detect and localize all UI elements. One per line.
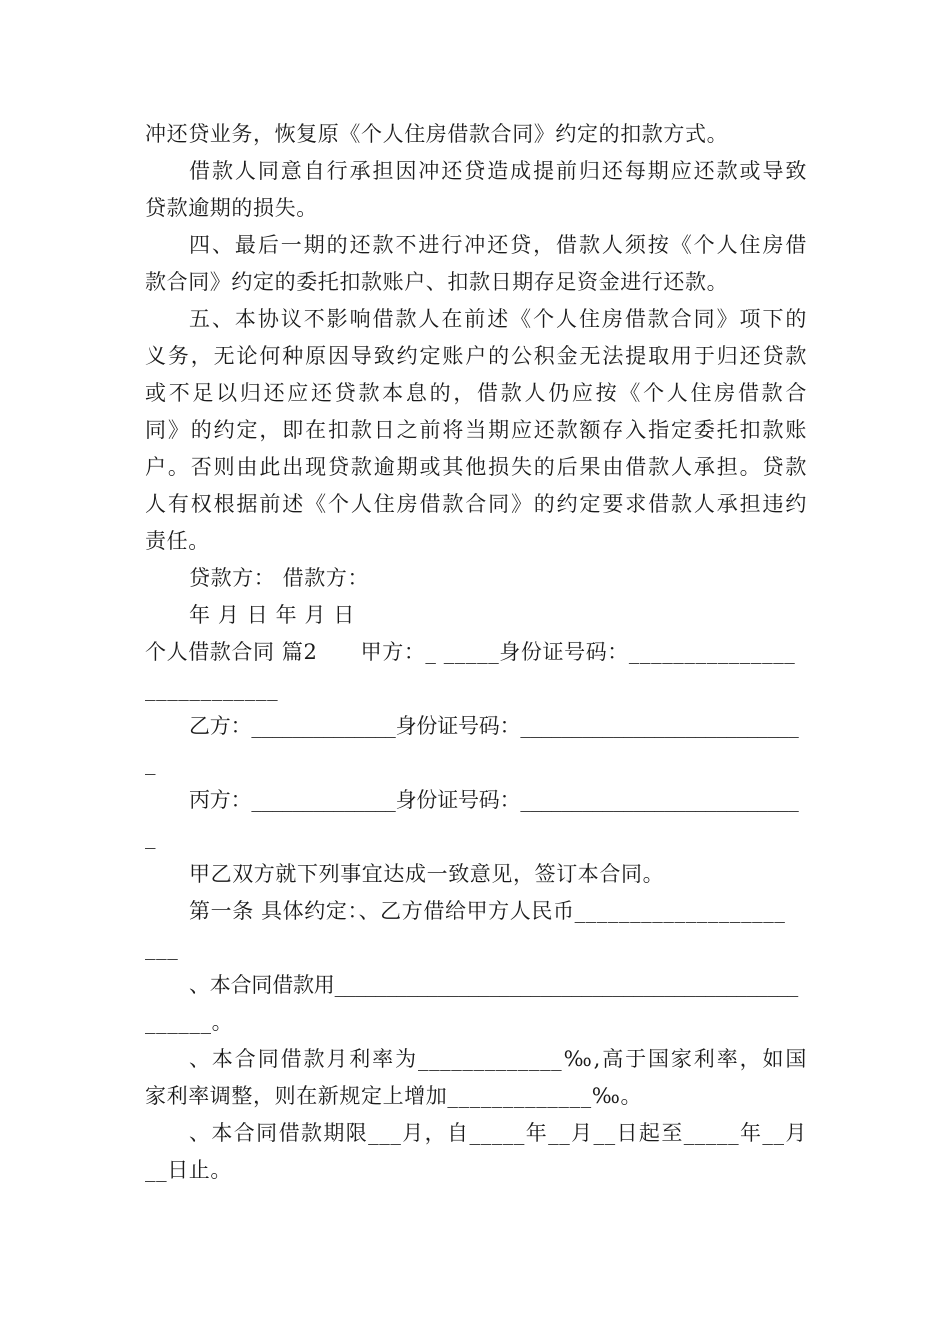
text-line: _ [145, 825, 157, 849]
text-line: 个人借款合同 篇2 甲方：_ _____身份证号码：_______________ [145, 640, 796, 664]
text-line: 义务，无论何种原因导致约定账户的公积金无法提取用于归还贷款 [145, 344, 807, 368]
text-line: 丙方：______________身份证号码：___________________________ [189, 788, 799, 812]
text-line: 借款人同意自行承担因冲还贷造成提前归还每期应还款或导致 [189, 159, 807, 183]
text-line: 甲乙双方就下列事宜达成一致意见，签订本合同。 [189, 862, 665, 886]
text-line: 乙方：______________身份证号码：___________________________ [189, 714, 799, 738]
text-line: 款合同》约定的委托扣款账户、扣款日期存足资金进行还款。 [145, 270, 729, 294]
text-line: 贷款方： 借款方： [189, 566, 370, 590]
text-line: 、本合同借款期限___月，自_____年__月__日起至_____年__月 [189, 1121, 807, 1145]
text-line: 冲还贷业务，恢复原《个人住房借款合同》约定的扣款方式。 [145, 122, 729, 146]
text-line: 、本合同借款用_____________________________________________ [189, 973, 799, 997]
text-line: ____________ [145, 677, 279, 701]
text-line: _ [145, 751, 157, 775]
text-line: 同》的约定，即在扣款日之前将当期应还款额存入指定委托扣款账 [145, 418, 807, 442]
text-line: 五、本协议不影响借款人在前述《个人住房借款合同》项下的 [189, 307, 807, 331]
text-line: ______。 [145, 1010, 234, 1034]
text-line: 四、最后一期的还款不进行冲还贷，借款人须按《个人住房借 [189, 233, 807, 257]
text-line: 责任。 [145, 529, 210, 553]
text-line: __日止。 [145, 1158, 232, 1182]
text-line: 第一条 具体约定：、乙方借给甲方人民币___________________ [189, 899, 786, 923]
document-page [145, 116, 807, 1189]
text-line: 家利率调整，则在新规定上增加_____________‰。 [145, 1084, 643, 1108]
text-line: 年 月 日 年 月 日 [189, 603, 355, 627]
text-line: 、本合同借款月利率为_____________‰,高于国家利率，如国 [189, 1047, 807, 1071]
text-line: 或不足以归还应还贷款本息的，借款人仍应按《个人住房借款合 [145, 381, 807, 405]
text-line: 户。否则由此出现贷款逾期或其他损失的后果由借款人承担。贷款 [145, 455, 807, 479]
text-line: 贷款逾期的损失。 [145, 196, 318, 220]
text-line: ___ [145, 936, 179, 960]
text-line: 人有权根据前述《个人住房借款合同》的约定要求借款人承担违约 [145, 492, 807, 516]
